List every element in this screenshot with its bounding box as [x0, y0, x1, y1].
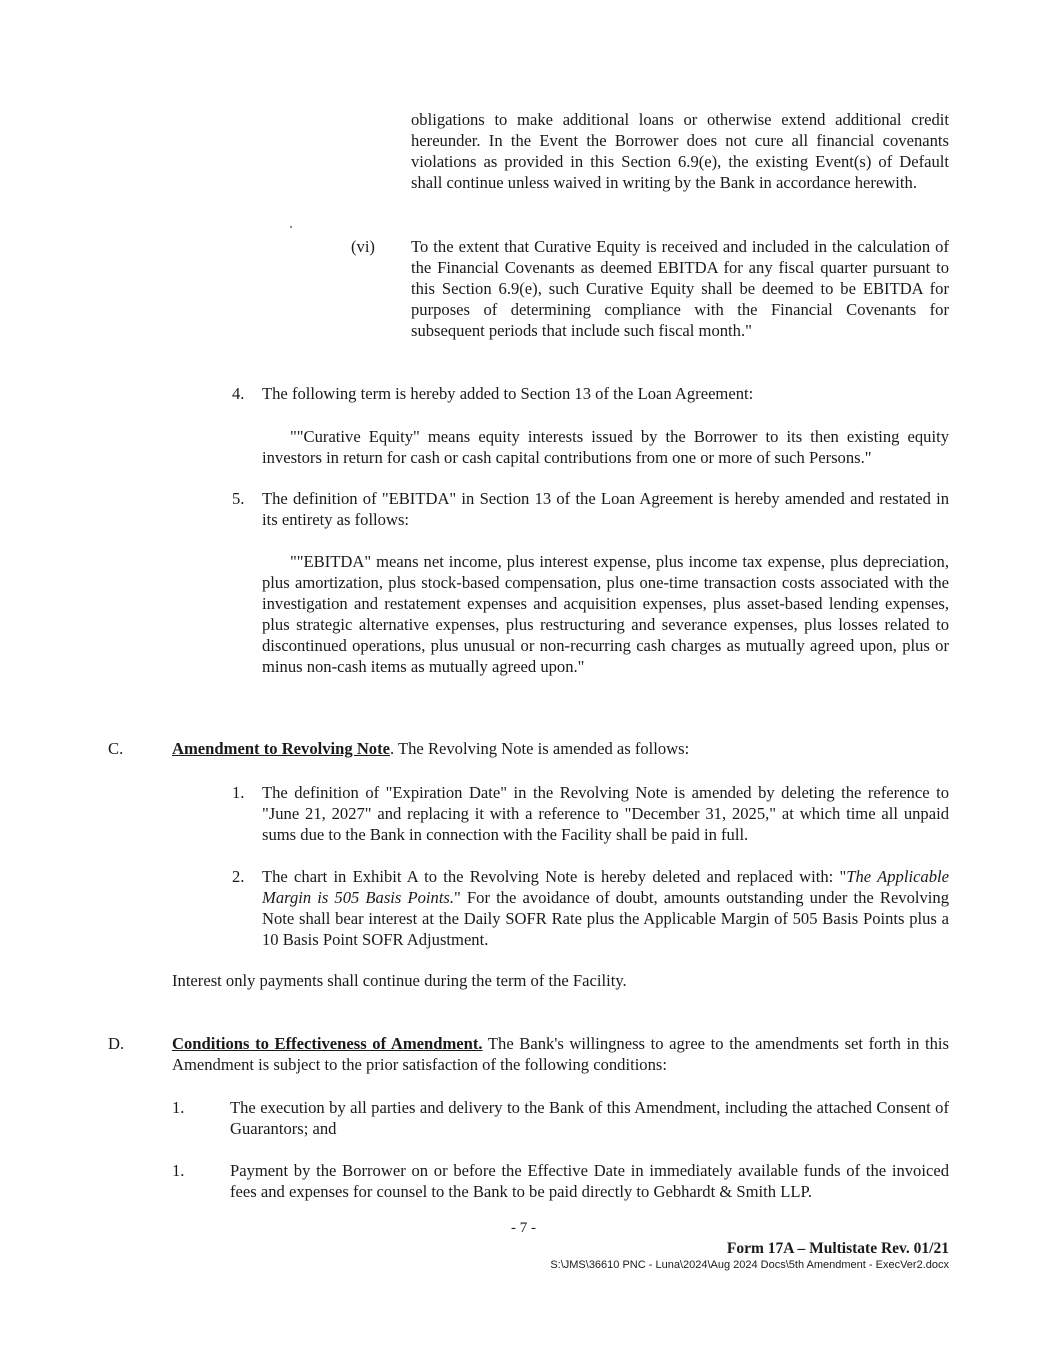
- item-5-label: 5.: [232, 489, 245, 508]
- item-5-text: The definition of "EBITDA" in Section 13 of the Loan Agreement is hereby amended and restated in its entirety as follows:: [262, 489, 949, 529]
- continued-paragraph: obligations to make additional loans or otherwise extend additional credit hereunder. In the Event the Borrower does not cure all financial covenants violations as provided in this Section 6.9(e), the existing Event(s) of Default shall continue unless waived in writing by the Bank in accordance herewith.: [411, 110, 949, 192]
- applicable-margin-italic: The Applicable Margin is 505 Basis Points.: [262, 867, 950, 907]
- clause-vi-label: (vi): [351, 237, 375, 256]
- section-c-item-2-text-a: The chart in Exhibit A to the Revolving Note is hereby deleted and replaced with: ": [262, 867, 847, 886]
- ebitda-definition: ""EBITDA" means net income, plus interest expense, plus income tax expense, plus depreciation, plus amortization, plus stock-based compensation, plus one-time transaction costs associated with the investigation and restatement expenses and acquisition expenses, plus asset-based lending expenses, plus strategic alternative expenses, plus restructuring and severance expenses, plus losses related to discontinued operations, plus unusual or non-recurring cash charges as mutually agreed upon, plus or minus non-cash items as mutually agreed upon.": [262, 552, 949, 676]
- clause-vi-text: To the extent that Curative Equity is received and included in the calculation of the Financial Covenants as deemed EBITDA for any fiscal quarter pursuant to this Section 6.9(e), such Curative Equity shall be deemed to be EBITDA for purposes of determining compliance with the Financial Covenants for subsequent periods that include such fiscal month.": [411, 237, 949, 340]
- curative-equity-definition: ""Curative Equity" means equity interests issued by the Borrower to its then existing equity investors in return for cash or cash capital contributions from one or more of such Persons.": [262, 427, 949, 467]
- section-d-item-1-text: The execution by all parties and delivery to the Bank of this Amendment, including the attached Consent of Guarantors; and: [230, 1098, 949, 1138]
- section-d-item-2-label: 1.: [172, 1161, 185, 1180]
- item-4-text: The following term is hereby added to Section 13 of the Loan Agreement:: [262, 384, 754, 403]
- scan-speck: [290, 226, 292, 228]
- section-c-item-1-label: 1.: [232, 783, 245, 802]
- section-c-intro: [172, 738, 949, 759]
- section-d-intro-text: The Bank's willingness to agree to the amendments set forth in this Amendment is subject to the prior satisfaction of the following conditions:: [172, 1034, 950, 1074]
- section-d-item-2-text: Payment by the Borrower on or before the Effective Date in immediately available funds of the invoiced fees and expenses for counsel to the Bank to be paid directly to Gebhardt & Smith LLP.: [230, 1161, 949, 1201]
- section-d-intro: [172, 1033, 949, 1075]
- section-c-label: C.: [108, 739, 124, 758]
- section-c-heading: Amendment to Revolving Note: [172, 739, 390, 758]
- page-number: - 7 -: [511, 1220, 536, 1236]
- section-c-item-2-label: 2.: [232, 867, 245, 886]
- document-file-path: S:\JMS\36610 PNC - Luna\2024\Aug 2024 Docs\5th Amendment - ExecVer2.docx: [550, 1259, 949, 1271]
- section-c-item-2-text-b: " For the avoidance of doubt, amounts outstanding under the Revolving Note shall bear interest at the Daily SOFR Rate plus the Applicable Margin of 505 Basis Points plus a 10 Basis Point SOFR Adjustment.: [262, 888, 950, 949]
- section-d-heading: Conditions to Effectiveness of Amendment.: [172, 1034, 483, 1053]
- section-d-item-1-label: 1.: [172, 1098, 185, 1117]
- item-4-label: 4.: [232, 384, 245, 403]
- form-identifier: Form 17A – Multistate Rev. 01/21: [726, 1240, 949, 1257]
- section-d-label: D.: [108, 1034, 125, 1053]
- section-c-item-2-text: [262, 866, 949, 950]
- interest-only-sentence: Interest only payments shall continue during the term of the Facility.: [172, 971, 627, 990]
- section-c-item-1-text: The definition of "Expiration Date" in the Revolving Note is amended by deleting the reference to "June 21, 2027" and replacing it with a reference to "December 31, 2025," at which time all unpaid sums due to the Bank in connection with the Facility shall be paid in full.: [262, 783, 949, 844]
- section-c-intro-text: . The Revolving Note is amended as follows:: [390, 739, 690, 758]
